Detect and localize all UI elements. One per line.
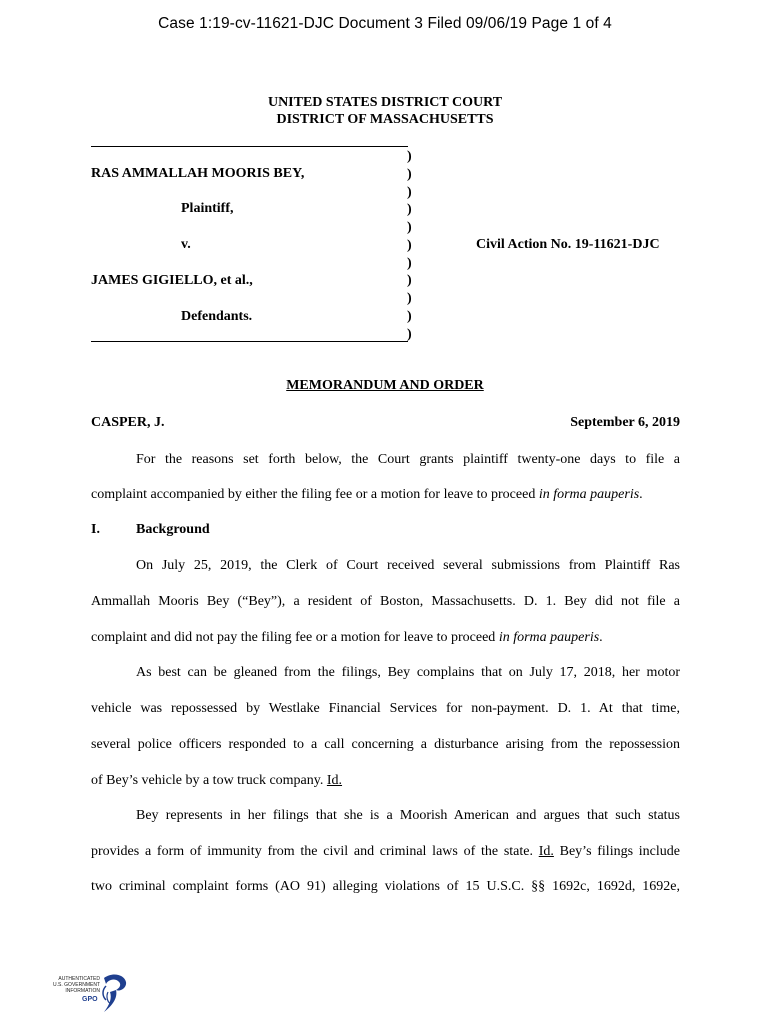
text-span: . xyxy=(599,630,603,645)
gpo-authentication-logo xyxy=(44,972,130,1016)
text-span: . xyxy=(639,487,643,502)
defendant-role: Defendants. xyxy=(181,309,253,324)
caption-rule-bottom xyxy=(91,341,408,342)
caption-paren: ) xyxy=(407,326,412,342)
caption-rule-top xyxy=(91,146,408,147)
versus-label: v. xyxy=(181,237,191,252)
italic-term: in forma pauperis xyxy=(498,630,600,645)
body-line xyxy=(91,487,680,503)
text-span: complaint accompanied by either the filing fee or a motion for leave to proceed xyxy=(91,487,539,502)
caption-paren: ) xyxy=(407,166,412,182)
caption-paren: ) xyxy=(407,149,412,164)
logo-line: INFORMATION xyxy=(65,988,100,994)
section-number: I. xyxy=(91,522,100,537)
body-line: Bey represents in her filings that she is a Moorish American and argues that such status xyxy=(136,808,680,823)
body-line: For the reasons set forth below, the Court grants plaintiff twenty-one days to file a xyxy=(136,452,680,467)
caption-paren: ) xyxy=(407,202,412,218)
civil-action-number: Civil Action No. 19-11621-DJC xyxy=(476,237,660,252)
body-line: several police officers responded to a call concerning a disturbance arising from the repossession xyxy=(91,737,680,752)
citation-id: Id. xyxy=(538,844,554,859)
logo-text xyxy=(44,976,100,994)
caption-paren: ) xyxy=(407,220,412,235)
caption-paren: ) xyxy=(407,184,412,200)
eagle-icon xyxy=(94,972,130,1016)
document-title: MEMORANDUM AND ORDER xyxy=(286,378,484,393)
text-span: Bey’s filings include xyxy=(553,844,680,859)
text-span: of Bey’s vehicle by a tow truck company. xyxy=(91,773,327,788)
caption-parentheses xyxy=(407,148,412,343)
body-line: vehicle was repossessed by Westlake Financial Services for non-payment. D. 1. At that time, xyxy=(91,701,680,716)
section-title: Background xyxy=(136,522,210,537)
body-line xyxy=(91,844,680,860)
caption-paren: ) xyxy=(407,291,412,306)
plaintiff-role: Plaintiff, xyxy=(181,201,234,216)
body-line: As best can be gleaned from the filings, Bey complains that on July 17, 2018, her motor xyxy=(136,665,680,680)
body-line xyxy=(91,630,680,646)
court-line-2: DISTRICT OF MASSACHUSETTS xyxy=(276,112,494,127)
caption-paren: ) xyxy=(407,237,412,253)
document-header: Case 1:19-cv-11621-DJC Document 3 Filed 09/06/19 Page 1 of 4 xyxy=(158,15,612,32)
order-date: September 6, 2019 xyxy=(570,415,680,430)
plaintiff-name: RAS AMMALLAH MOORIS BEY, xyxy=(91,166,305,181)
caption-paren: ) xyxy=(407,273,412,289)
citation-id: Id. xyxy=(326,773,343,788)
caption-paren: ) xyxy=(407,255,412,271)
court-line-1: UNITED STATES DISTRICT COURT xyxy=(267,95,503,110)
logo-gpo-text: GPO xyxy=(82,996,98,1003)
text-span: complaint and did not pay the filing fee or a motion for leave to proceed xyxy=(91,630,499,645)
body-line xyxy=(91,773,680,789)
body-line: Ammallah Mooris Bey (“Bey”), a resident of Boston, Massachusetts. D. 1. Bey did not file a xyxy=(91,594,680,609)
logo-line: AUTHENTICATED xyxy=(58,976,100,982)
defendant-name: JAMES GIGIELLO, et al., xyxy=(91,273,253,288)
logo-line: U.S. GOVERNMENT xyxy=(53,982,100,988)
text-span: provides a form of immunity from the civil and criminal laws of the state. xyxy=(91,844,539,859)
caption-paren: ) xyxy=(407,308,412,324)
judge-name: CASPER, J. xyxy=(91,415,165,430)
body-line: two criminal complaint forms (AO 91) alleging violations of 15 U.S.C. §§ 1692c, 1692d, 1692e, xyxy=(91,879,680,894)
court-name xyxy=(0,94,770,128)
body-line: On July 25, 2019, the Clerk of Court received several submissions from Plaintiff Ras xyxy=(136,558,680,573)
italic-term: in forma pauperis xyxy=(538,487,640,502)
